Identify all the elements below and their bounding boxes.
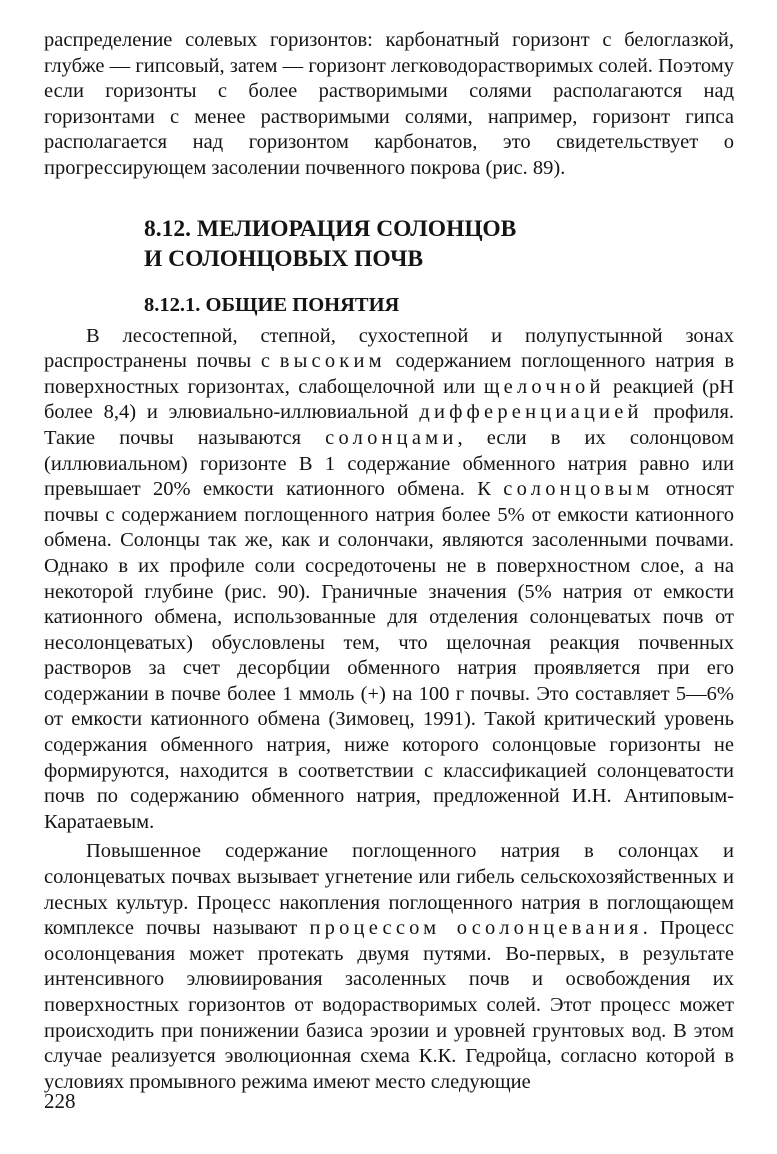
emphasis-spaced: процессом осолонцевания <box>309 917 643 940</box>
text-run: . Процесс осолонцевания может протекать двумя путями. Во-первых, в результате интенсивного элювиирования засоленных почв и освобождения их поверхностных горизонтов от водорастворимых солей. Этот процесс может происходить при понижении базиса эрозии и уровней грунтовых вод. В этом случае реализуется эволюционная схема К.К. Гедройца, согласно которой в условиях промывного режима имеют место следующие <box>44 917 735 1093</box>
text-run: профиля. Такие почвы называются <box>44 401 734 449</box>
emphasis-spaced: дифференциацией <box>419 401 643 424</box>
subsection-title: 8.12.1. ОБЩИЕ ПОНЯТИЯ <box>144 293 400 316</box>
body-paragraph-2 <box>44 839 734 1095</box>
text-run: , если в их солонцовом (иллювиальном) горизонте В 1 содержание обменного натрия равно или превышает 20% емкости катионного обмена. К <box>44 426 734 501</box>
section-title-line-1: 8.12. МЕЛИОРАЦИЯ СОЛОНЦОВ <box>144 215 517 242</box>
section-title-line-2: И СОЛОНЦОВЫХ ПОЧВ <box>144 245 424 272</box>
body-paragraph-1 <box>44 324 734 836</box>
text-run: реакцией (рН более 8,4) и элювиально-иллювиальной <box>44 375 734 424</box>
intro-paragraph: распределение солевых горизонтов: карбонатный горизонт с белоглазкой, глубже — гипсовый, затем — горизонт легководорастворимых солей. Поэтому если горизонты с более растворимыми солями располагаются над горизонтами с менее растворимыми солями, например, горизонт гипса располагается над горизонтом карбонатов, это свидетельствует о прогрессирующем засолении почвенного покрова (рис. 89). <box>44 29 734 179</box>
emphasis-spaced: щелочной <box>483 375 605 398</box>
text-run: содержанием поглощенного натрия в поверхностных горизонтах, слабощелочной или <box>44 350 734 398</box>
emphasis-spaced: солонцами <box>325 426 458 449</box>
text-run: относят почвы с содержанием поглощенного натрия более 5% от емкости катионного обмена. Солонцы так же, как и солончаки, являются засоленными почвами. Однако в их профиле соли сосредоточены не в поверхностном слое, а на некоторой глубине (рис. 90). Граничные значения (5% натрия от емкости катионного обмена, использованные для отделения солонцеватых почв от несолонцеватых) обусловлены тем, что щелочная реакция почвенных растворов за счет десорбции обменного натрия проявляется при его содержании в почве более 1 ммоль (+) на 100 г почвы. Это составляет 5—6% от емкости катионного обмена (Зимовец, 1991). Такой критический уровень содержания обменного натрия, ниже которого солонцовые горизонты не формируются, находится в соответствии с классификацией солонцеватости почв по содержанию обменного натрия, предложенной И.Н. Антиповым-Каратаевым. <box>44 478 734 833</box>
subsection-heading <box>144 292 734 318</box>
page-number: 228 <box>44 1089 76 1113</box>
emphasis-spaced: солонцовым <box>503 478 654 501</box>
text-run: В лесостепной, степной, сухостепной и полупустынной зонах распространены почвы с <box>44 324 734 373</box>
page-body <box>44 28 734 1095</box>
emphasis-spaced: высоким <box>279 350 386 373</box>
text-run: Повышенное содержание поглощенного натрия в солонцах и солонцеватых почвах вызывает угнетение или гибель сельскохозяйственных и лесных культур. Процесс накопления поглощенного натрия в поглощающем комплексе почвы называют <box>44 840 734 940</box>
section-heading <box>144 214 734 274</box>
